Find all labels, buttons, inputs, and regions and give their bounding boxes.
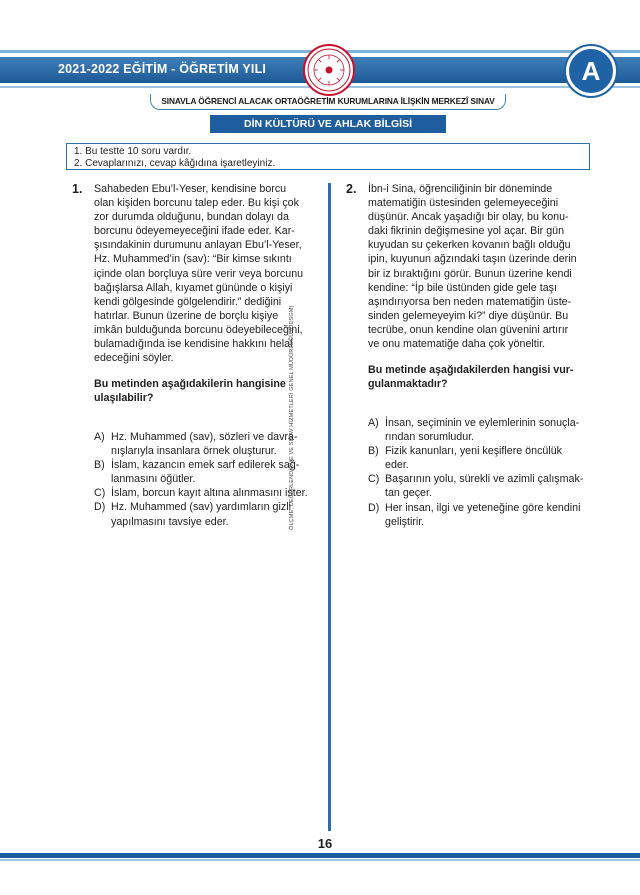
question-number: 2.: [346, 182, 357, 196]
option-d[interactable]: D) Hz. Muhammed (sav) yardımların gizli yapılmasını tavsiye eder.: [94, 501, 291, 528]
vertical-credit-text: ÖLÇME, DEĞERLENDİRME VE SINAV HİZMETLERİ GENEL MÜDÜRLÜĞÜ (ÖDSGM): [289, 305, 295, 530]
instructions-box: [66, 143, 590, 170]
passage-line: düşünür. Ancak yaşadığı bir olay, bu konu-: [368, 211, 569, 224]
passage-line: bağışlarsa Allah, kıyamet gününde o kişiyi: [94, 281, 293, 294]
option-d[interactable]: D) Her insan, ilgi ve yeteneğine göre kendini geliştirir.: [368, 501, 581, 528]
instruction-line: 2. Cevaplarınızı, cevap kâğıdına işaretleyiniz.: [74, 158, 276, 169]
instruction-line: 1. Bu testte 10 soru vardır.: [74, 146, 192, 157]
passage-line: şısındakinin durumunu anlayan Ebu’l-Yeser,: [94, 239, 302, 252]
booklet-letter-badge: A: [566, 46, 616, 96]
option-a[interactable]: A) Hz. Muhammed (sav), sözleri ve davra- nışlarıyla insanlara örnek oluşturur.: [94, 431, 298, 458]
passage-line: ipin, kuyunun ağzındaki taşın üzerinde derin: [368, 253, 577, 266]
passage-line: içinde olan borçluya süre verir veya borcunu: [94, 267, 304, 280]
passage-line: daki fikrinin değişmesine yol açar. Bir gün: [368, 225, 565, 238]
passage-line: olan kişiden borcunu talep eder. Bu kişi çok: [94, 197, 299, 210]
passage-line: tecrübe, onun kendine olan güvenini artırır: [368, 323, 569, 336]
passage-line: aşındırıyorsa ben neden matematiğin üste-: [368, 295, 572, 308]
question-2-options: [368, 416, 598, 529]
option-b[interactable]: B) Fizik kanunları, yeni keşiflere öncülük eder.: [368, 445, 563, 472]
passage-line: kuyudan su çekerken kovanın bağlı olduğu: [368, 239, 571, 252]
exam-title: SINAVLA ÖĞRENCİ ALACAK ORTAÖĞRETİM KURUMLARINA İLİŞKİN MERKEZÎ SINAV: [150, 94, 506, 110]
option-a[interactable]: A) İnsan, seçiminin ve eylemlerinin sonuçla- rından sorumludur.: [368, 417, 580, 444]
passage-line: Hz. Muhammed’in (sav): “Bir kimse sıkıntı: [94, 253, 292, 266]
option-b[interactable]: B) İslam, kazancın emek sarf edilerek sağ- lanmasını öğütler.: [94, 459, 300, 486]
passage-line: ve onu matematiğe daha çok yöneltir.: [368, 338, 546, 351]
question-number: 1.: [72, 182, 83, 196]
passage-line: kendine: “İp bile üstünden gide gele taşı: [368, 281, 557, 294]
question-stem: Bu metinden aşağıdakilerin hangisine ulaşılabilir?: [94, 378, 286, 405]
passage-line: hatırlar. Bunun üzerine de borçlu kişiye: [94, 309, 279, 322]
subject-banner: DİN KÜLTÜRÜ VE AHLAK BİLGİSİ: [210, 115, 446, 133]
academic-year-label: 2021-2022 EĞİTİM - ÖĞRETİM YILI: [58, 62, 267, 76]
passage-line: borcunu ödeyemeyeceğini ifade eder. Kar-: [94, 225, 295, 238]
passage-line: matematiğin üstesinden gelemeyeceğini: [368, 197, 559, 210]
footer-line: [0, 859, 640, 861]
passage-line: bulamadığında ise kendisine hakkını helal: [94, 338, 293, 351]
passage-line: Sahabeden Ebu’l-Yeser, kendisine borcu: [94, 183, 287, 195]
passage-line: sinden gelemeyeyim ki?” diye düşünür. Bu: [368, 309, 569, 322]
passage-line: edeceğini söyler.: [94, 352, 174, 365]
page-number: 16: [317, 836, 333, 851]
question-stem: Bu metinde aşağıdakilerden hangisi vur- gulanmaktadır?: [368, 364, 574, 391]
ministry-seal-logo: [303, 44, 355, 96]
option-c[interactable]: C) İslam, borcun kayıt altına alınmasını ister.: [94, 487, 308, 500]
passage-line: İbn-i Sina, öğrenciliğinin bir döneminde: [368, 183, 553, 195]
passage-line: zor durumda olduğunu, bundan dolayı da: [94, 211, 289, 224]
column-divider: [328, 183, 331, 831]
footer-band: [0, 853, 640, 858]
option-c[interactable]: C) Başarının yolu, sürekli ve azimli çalışmak- tan geçer.: [368, 473, 584, 500]
passage-line: bir iz bıraktığını görür. Bunun üzerine kendi: [368, 267, 572, 280]
passage-line: kendi gölgesinde gölgelendirir.” dediğini: [94, 295, 282, 308]
passage-line: imkân bulduğunda borcunu ödeyebileceğini,: [94, 323, 303, 336]
